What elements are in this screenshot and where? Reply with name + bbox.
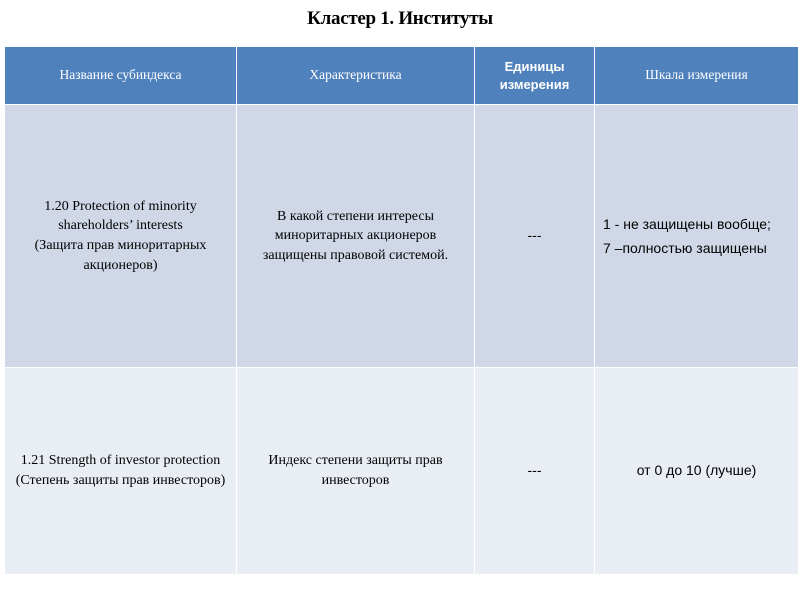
subindex-name-ru: (Защита прав миноритарных акционеров) bbox=[34, 238, 207, 273]
header-units: Единицы измерения bbox=[475, 47, 595, 105]
subindex-name-cell: 1.21 Strength of investor protection (Степень защиты прав инвесторов) bbox=[5, 368, 237, 575]
subindex-name-en: 1.20 Protection of minority shareholders’ interests bbox=[44, 198, 197, 234]
units-cell: --- bbox=[475, 368, 595, 575]
table-header-row bbox=[5, 47, 799, 105]
characteristic-cell: Индекс степени защиты прав инвесторов bbox=[237, 368, 475, 575]
subindex-name-cell bbox=[5, 105, 237, 368]
scale-cell bbox=[595, 105, 799, 368]
units-cell: --- bbox=[475, 105, 595, 368]
header-subindex-name: Название субиндекса bbox=[5, 47, 237, 105]
table-row bbox=[5, 105, 799, 368]
scale-max-label: 7 –полностью защищены bbox=[603, 240, 767, 256]
page-title: Кластер 1. Институты bbox=[307, 8, 493, 29]
scale-min-label: 1 - не защищены вообще; bbox=[603, 215, 771, 232]
scale-cell: от 0 до 10 (лучше) bbox=[595, 368, 799, 575]
header-characteristic: Характеристика bbox=[237, 47, 475, 105]
subindex-table bbox=[4, 46, 799, 575]
table-row bbox=[5, 368, 799, 575]
characteristic-cell: В какой степени интересы миноритарных акционеров защищены правовой системой. bbox=[237, 105, 475, 368]
header-scale: Шкала измерения bbox=[595, 47, 799, 105]
